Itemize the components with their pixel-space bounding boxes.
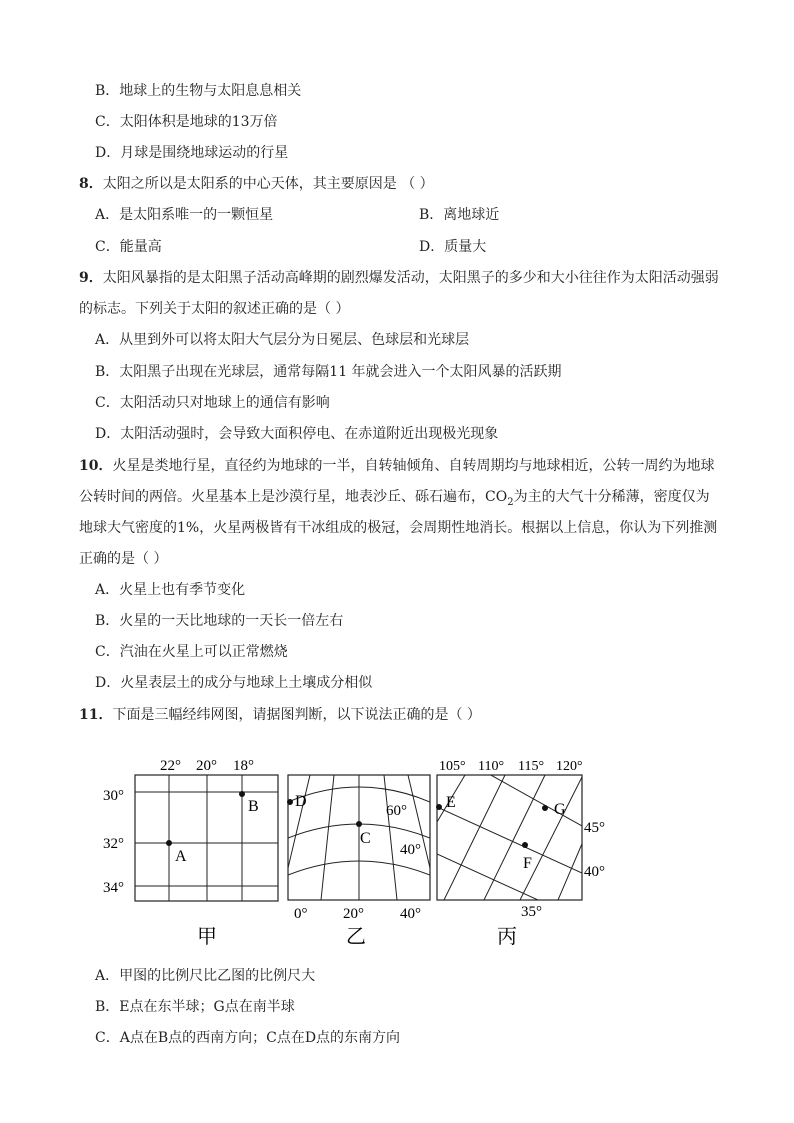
point-a-label: A: [175, 848, 187, 865]
point-b-label: B: [248, 798, 259, 815]
yi-lat-60: 60°: [386, 803, 407, 819]
point-d-label: D: [295, 793, 307, 810]
bing-lat-35: 35°: [521, 904, 542, 920]
graticule-figure: [100, 750, 605, 954]
map-bing: [436, 745, 605, 948]
jia-lat-32: 32°: [103, 836, 124, 852]
q10-stem-line2: [79, 487, 710, 513]
bing-caption: 丙: [497, 926, 517, 948]
q8-option-b: B．离地球近: [419, 207, 500, 223]
q10-number: 10．: [79, 458, 113, 474]
q9-option-b: B．太阳黑子出现在光球层，通常每隔11 年就会进入一个太阳风暴的活跃期: [95, 364, 562, 380]
q8-option-d: D．质量大: [419, 239, 487, 255]
q10-stem-line1: [79, 456, 714, 476]
q10-option-b: B．火星的一天比地球的一天长一倍左右: [95, 613, 344, 629]
q10-stem-text2b: 为主的大气十分稀薄，密度仅为: [513, 489, 710, 505]
point-d-dot: [287, 799, 293, 805]
map-jia: [103, 758, 278, 948]
bing-lon-120: 120°: [556, 759, 583, 774]
q9-option-d: D．太阳活动强时，会导致大面积停电、在赤道附近出现极光现象: [95, 426, 499, 442]
jia-lon-22: 22°: [160, 758, 181, 774]
jia-lon-18: 18°: [233, 758, 254, 774]
point-c-label: C: [360, 830, 371, 847]
q9-stem-line2: 的标志。下列关于太阳的叙述正确的是（ ）: [79, 301, 350, 317]
q9-option-a: A．从里到外可以将太阳大气层分为日冕层、色球层和光球层: [95, 332, 470, 348]
point-f-dot: [522, 842, 528, 848]
q8-option-c: C．能量高: [95, 239, 162, 255]
q11-option-c: C．A点在B点的西南方向；C点在D点的东南方向: [95, 1030, 401, 1046]
q9-stem-text1: 太阳风暴指的是太阳黑子活动高峰期的剧烈爆发活动，太阳黑子的多少和大小往往作为太阳活动强弱: [102, 270, 719, 286]
q7-option-d: D．月球是围绕地球运动的行星: [95, 145, 289, 161]
q7-option-c: C．太阳体积是地球的13万倍: [95, 114, 278, 130]
bing-lat-40: 40°: [584, 864, 605, 880]
point-b-dot: [239, 791, 245, 797]
q8-number: 8．: [79, 176, 103, 192]
q10-stem-text1: 火星是类地行星，直径约为地球的一半，自转轴倾角、自转周期均与地球相近，公转一周约为地球: [112, 458, 715, 474]
q10-stem-line3: 地球大气密度的1%，火星两极皆有干冰组成的极冠，会周期性地消长。根据以上信息，你认为下列推测: [79, 520, 718, 536]
q11-option-a: A．甲图的比例尺比乙图的比例尺大: [95, 968, 316, 984]
q10-co2-subscript: 2: [507, 496, 514, 508]
q10-option-a: A．火星上也有季节变化: [95, 582, 246, 598]
q10-option-c: C．汽油在火星上可以正常燃烧: [95, 644, 288, 660]
point-f-label: F: [523, 855, 532, 872]
q10-stem-line4: 正确的是（ ）: [79, 551, 168, 567]
point-c-dot: [356, 821, 362, 827]
bing-lon-105: 105°: [439, 759, 466, 774]
point-e-label: E: [446, 794, 456, 811]
bing-lat-45: 45°: [584, 820, 605, 836]
q10-stem-text2a: 公转时间的两倍。火星基本上是沙漠行星，地表沙丘、砾石遍布，CO: [79, 489, 508, 505]
jia-caption: 甲: [197, 926, 217, 948]
q7-option-b: B．地球上的生物与太阳息息相关: [95, 83, 302, 99]
bing-lon-110: 110°: [478, 759, 505, 774]
jia-lat-30: 30°: [103, 788, 124, 804]
q11-option-b: B．E点在东半球；G点在南半球: [95, 999, 295, 1015]
q11-number: 11．: [79, 707, 113, 723]
point-g-label: G: [554, 801, 566, 818]
yi-lon-0: 0°: [294, 906, 308, 922]
q8-stem-text: 太阳之所以是太阳系的中心天体，其主要原因是 （ ）: [102, 176, 434, 192]
q11-stem: [79, 705, 481, 725]
map-yi: [287, 775, 430, 948]
bing-lon-115: 115°: [518, 759, 545, 774]
q8-option-a: A．是太阳系唯一的一颗恒星: [95, 207, 274, 223]
point-e-dot: [436, 804, 442, 810]
jia-lon-20: 20°: [196, 758, 217, 774]
yi-caption: 乙: [346, 926, 366, 948]
q9-option-c: C．太阳活动只对地球上的通信有影响: [95, 395, 330, 411]
q11-stem-text: 下面是三幅经纬网图，请据图判断，以下说法正确的是（ ）: [112, 707, 481, 723]
q9-stem-line1: [79, 268, 719, 288]
point-g-dot: [542, 805, 548, 811]
q8-stem: [79, 174, 434, 194]
point-a-dot: [166, 840, 172, 846]
jia-lat-34: 34°: [103, 880, 124, 896]
graticule-maps-svg: [100, 750, 605, 950]
yi-lon-40: 40°: [400, 906, 421, 922]
q10-option-d: D．火星表层土的成分与地球上土壤成分相似: [95, 675, 373, 691]
yi-lat-40: 40°: [400, 842, 421, 858]
q9-number: 9．: [79, 270, 103, 286]
yi-lon-20: 20°: [343, 906, 364, 922]
